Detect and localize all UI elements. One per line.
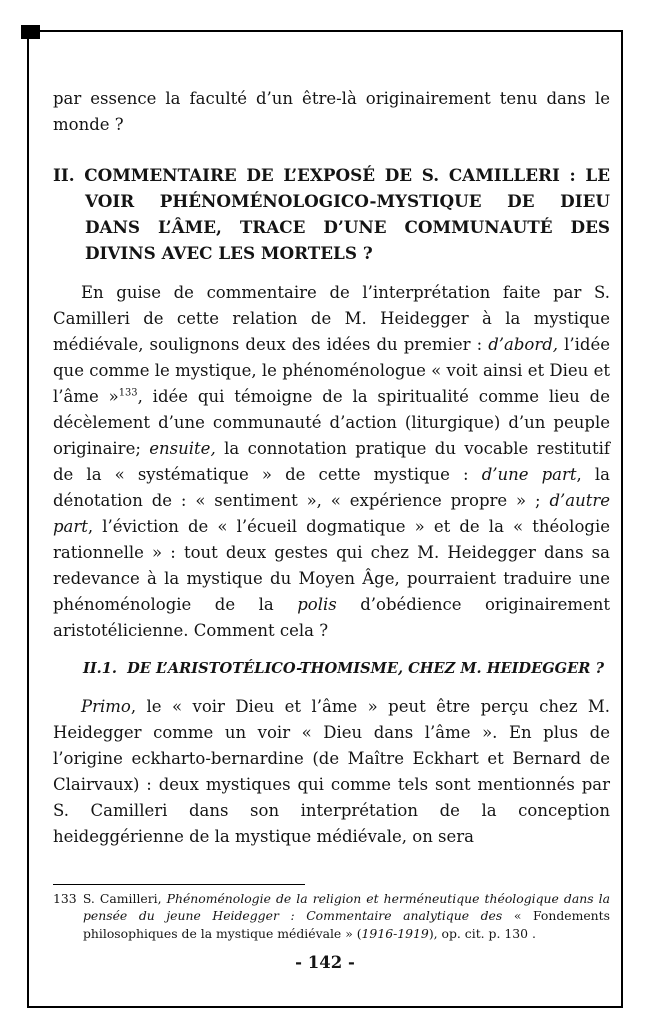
- paragraph-continuation: par essence la faculté d’un être-là originairement tenu dans le monde ?: [53, 89, 610, 134]
- paragraph-primo: Primo, le « voir Dieu et l’âme » peut être perçu chez M. Heidegger comme un voir « Dieu dans l’âme ». En plus de l’origine eckharto-bernardine (de Maître Eckhart et Bernard de Clairvaux) : deux mystiques qui comme tels sont mentionnés par S. Camilleri dans son interprétation de la conception heideggérienne de la mystique médiévale, on sera: [53, 697, 610, 846]
- footnote-area: [53, 884, 610, 942]
- paragraph-commentary: En guise de commentaire de l’interprétation faite par S. Camilleri de cette relation de M. Heidegger à la mystique médiévale, soulignons deux des idées du premier : d’abord, l’idée que comme le mystique, le phénoménologue « voit ainsi et Dieu et l’âme »$^{133}$, idée qui témoigne de la spiritualité comme lieu de décèlement d’une communauté d’action (liturgique) d’un peuple originaire; ensuite, la connotation pratique du vocable restitutif de la « systématique » de cette mystique : d’une part, la dénotation de : « sentiment », « expérience propre » ; d’autre part, l’éviction de « l’écueil dogmatique » et de la « théologie rationnelle » : tout deux gestes qui chez M. Heidegger dans sa redevance à la mystique du Moyen Âge, pourraient traduire une phénoménologie de la polis d’obédience originairement aristotélicienne. Comment cela ?: [53, 283, 611, 640]
- page-content: [53, 86, 610, 850]
- subsection-heading-ii-1: II.1. DE L’ARISTOTÉLICO-THOMISME, CHEZ M. HEIDEGGER ?: [83, 660, 605, 677]
- footnote-separator: [53, 884, 305, 885]
- section-heading-ii: II. COMMENTAIRE DE L’EXPOSÉ DE S. CAMILLERI : LE VOIR PHÉNOMÉNOLOGICO-MYSTIQUE DE DIEU DANS L’ÂME, TRACE D’UNE COMMUNAUTÉ DES DIVINS AVEC LES MORTELS ?: [53, 165, 610, 263]
- footnote-133: 133 S. Camilleri, Phénoménologie de la religion et herméneutique théologique dans la pensée du jeune Heidegger : Commentaire analytique des « Fondements philosophiques de la mystique médiévale » (1916-1919), op. cit. p. 130 .: [53, 891, 610, 941]
- corner-mark: [21, 25, 40, 39]
- page-number: - 142 -: [295, 953, 355, 972]
